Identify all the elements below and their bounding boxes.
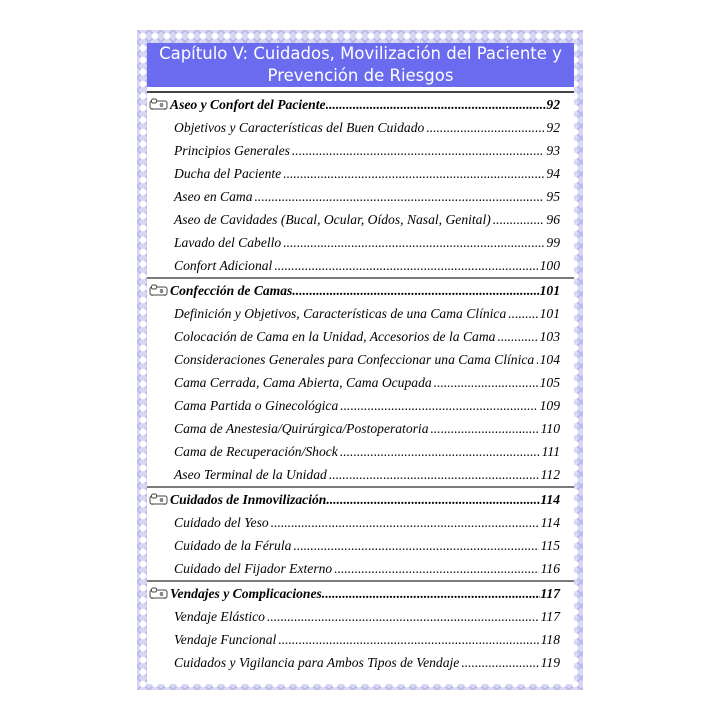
toc-leader-dots [431,417,539,440]
toc-section [147,277,574,486]
toc-leader-dots [326,488,540,511]
toc-page-number: 100 [539,258,560,273]
toc-leader-dots [292,139,545,162]
toc-section [147,486,574,580]
toc-entry[interactable] [147,325,574,348]
toc-entry[interactable] [147,557,574,580]
toc-entry-label: Vendaje Funcional [174,632,277,647]
toc-section-title: Confección de Camas [170,283,293,298]
toc-page-number: 105 [539,375,560,390]
hospital-bed-icon [149,280,168,292]
toc-leader-dots [426,116,544,139]
toc-leader-dots [508,302,537,325]
toc-leader-dots [536,348,537,371]
toc-entry[interactable] [147,628,574,651]
toc-page-number: 99 [546,235,560,250]
toc-page-number: 96 [546,212,560,227]
toc-leader-dots [278,628,538,651]
hospital-bed-icon [149,583,168,595]
toc-leader-dots [340,440,540,463]
toc-page-number: 101 [539,306,560,321]
toc-section [147,580,574,674]
toc-entry-label: Cama Partida o Ginecológica [174,398,339,413]
toc-entry[interactable] [147,302,574,325]
toc-entry[interactable] [147,231,574,254]
toc-entry[interactable] [147,605,574,628]
toc-page-number: 115 [540,538,560,553]
toc-entry[interactable] [147,254,574,277]
toc-leader-dots [255,185,545,208]
toc-entry-label: Lavado del Cabello [174,235,282,250]
toc-page-number: 117 [540,609,560,624]
toc-entry-label: Cama Cerrada, Cama Abierta, Cama Ocupada [174,375,432,390]
toc-section-title: Cuidados de Inmovilización [170,492,327,507]
toc-page-number: 119 [540,655,560,670]
toc-entry-label: Cuidados y Vigilancia para Ambos Tipos de Vendaje [174,655,460,670]
toc-entry-label: Objetivos y Características del Buen Cuidado [174,120,425,135]
toc-entry-label: Cuidado del Fijador Externo [174,561,333,576]
toc-section-heading[interactable] [147,488,574,511]
toc-entry-label: Cuidado de la Férula [174,538,292,553]
page-content [147,43,574,684]
chapter-header [147,43,574,87]
toc-page-number: 93 [546,143,560,158]
toc-page-number: 92 [546,97,560,112]
toc-leader-dots [274,254,537,277]
toc-section-title: Aseo y Confort del Paciente [170,97,326,112]
toc-entry-label: Cuidado del Yeso [174,515,269,530]
toc-page-number: 110 [540,421,560,436]
toc-section [147,91,574,277]
toc-leader-dots [340,394,537,417]
toc-entry[interactable] [147,185,574,208]
toc-entry[interactable] [147,348,574,371]
toc-page-number: 92 [546,120,560,135]
toc-entry-label: Cama de Anestesia/Quirúrgica/Postoperatoria [174,421,429,436]
toc-entry[interactable] [147,208,574,231]
toc-entry-label: Vendaje Elástico [174,609,265,624]
toc-section-heading[interactable] [147,582,574,605]
page-border [137,30,583,690]
toc-entry[interactable] [147,116,574,139]
toc-leader-dots [271,511,539,534]
toc-entry[interactable] [147,511,574,534]
toc-entry-label: Aseo Terminal de la Unidad [174,467,327,482]
toc-entry[interactable] [147,371,574,394]
hospital-bed-icon [149,94,168,106]
toc-leader-dots [292,279,539,302]
toc-page-number: 101 [539,283,560,298]
toc-page-number: 104 [539,352,560,367]
toc-entry[interactable] [147,440,574,463]
toc-leader-dots [283,162,544,185]
toc-page-number: 114 [540,515,560,530]
toc-page-number: 111 [541,444,560,459]
hospital-bed-icon [149,489,168,501]
toc-leader-dots [461,651,538,674]
toc-section-title: Vendajes y Complicaciones [170,586,322,601]
chapter-title-line-1: Capítulo V: Cuidados, Movilización del Paciente y [159,44,562,63]
toc-page-number: 95 [546,189,560,204]
toc-leader-dots [497,325,537,348]
toc-entry-label: Aseo en Cama [174,189,253,204]
toc-page-number: 94 [546,166,560,181]
toc-page-number: 103 [539,329,560,344]
toc-leader-dots [267,605,539,628]
toc-entry-label: Principios Generales [174,143,290,158]
toc-entry[interactable] [147,162,574,185]
toc-entry[interactable] [147,139,574,162]
toc-section-heading[interactable] [147,93,574,116]
toc-leader-dots [334,557,538,580]
toc-page-number: 112 [540,467,560,482]
toc-entry[interactable] [147,651,574,674]
toc-leader-dots [493,208,545,231]
toc-entry[interactable] [147,417,574,440]
toc-entry-label: Cama de Recuperación/Shock [174,444,338,459]
toc-page-number: 118 [540,632,560,647]
toc-page-number: 114 [540,492,560,507]
toc-entry-label: Colocación de Cama en la Unidad, Accesorios de la Cama [174,329,496,344]
chapter-title-line-2: Prevención de Riesgos [267,66,454,85]
toc-entry-label: Definición y Objetivos, Características de una Cama Clínica [174,306,507,321]
table-of-contents [147,91,574,674]
toc-entry[interactable] [147,463,574,486]
toc-entry[interactable] [147,534,574,557]
toc-entry[interactable] [147,394,574,417]
toc-section-heading[interactable] [147,279,574,302]
toc-entry-label: Consideraciones Generales para Confeccionar una Cama Clínica [174,352,535,367]
toc-leader-dots [329,463,539,486]
toc-leader-dots [434,371,538,394]
toc-leader-dots [293,534,538,557]
toc-entry-label: Aseo de Cavidades (Bucal, Ocular, Oídos, Nasal, Genital) [174,212,491,227]
toc-page-number: 117 [540,586,560,601]
toc-entry-label: Ducha del Paciente [174,166,282,181]
toc-leader-dots [283,231,544,254]
toc-leader-dots [322,582,541,605]
toc-page-number: 109 [539,398,560,413]
toc-leader-dots [326,93,547,116]
toc-page-number: 116 [540,561,560,576]
toc-entry-label: Confort Adicional [174,258,273,273]
